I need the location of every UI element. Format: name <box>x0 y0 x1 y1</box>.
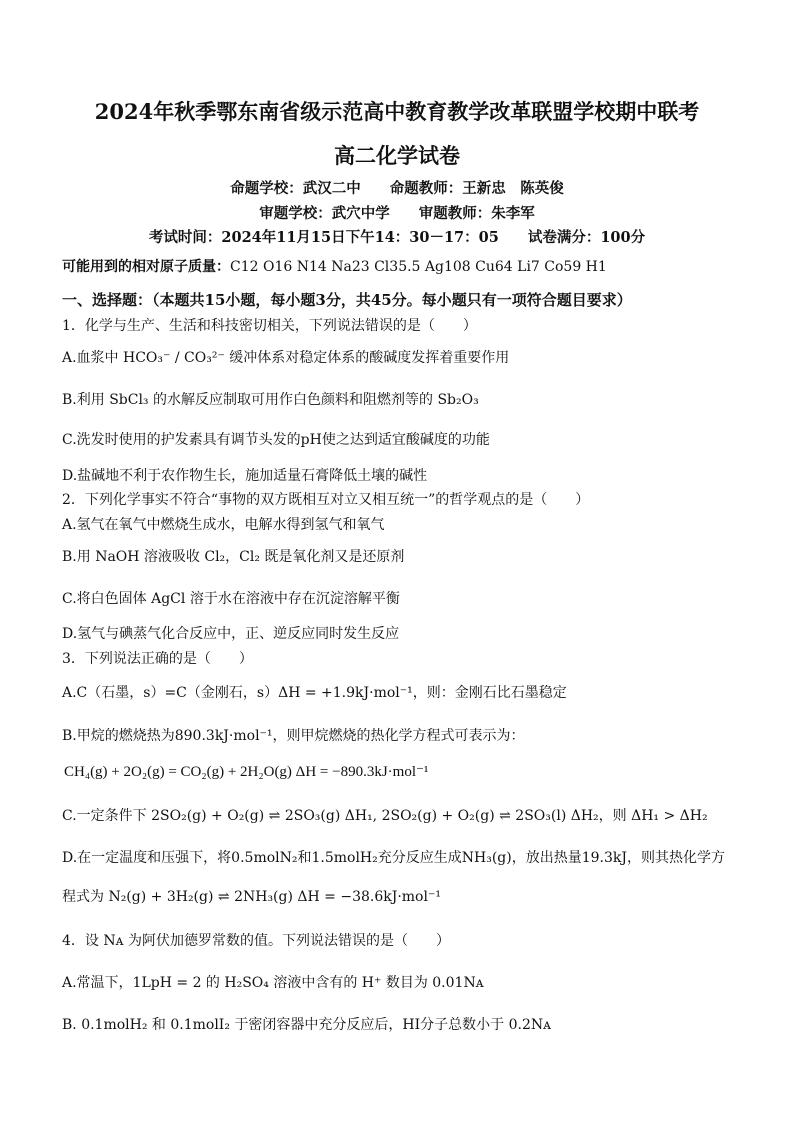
exam-subtitle: 高二化学试卷 <box>334 143 460 168</box>
question-3-stem: 3．下列说法正确的是（ ） <box>62 651 253 667</box>
author-line: 命题学校：武汉二中 命题教师：王新忠 陈英俊 <box>230 180 564 197</box>
question-1-option-c: C.洗发时使用的护发素具有调节头发的pH使之达到适宜酸碱度的功能 <box>62 432 490 448</box>
question-3-option-b-equation: CH₄(g) + 2O₂(g) = CO₂(g) + 2H₂O(g) ΔH = −890.3kJ·mol⁻¹ <box>64 764 429 780</box>
question-2-stem: 2．下列化学事实不符合“事物的双方既相互对立又相互统一”的哲学观点的是（ ） <box>62 492 590 508</box>
question-1-option-b: B.利用 SbCl₃ 的水解反应制取可用作白色颜料和阻燃剂等的 Sb₂O₃ <box>62 392 479 408</box>
question-2-option-a: A.氢气在氧气中燃烧生成水，电解水得到氢气和氧气 <box>62 517 385 533</box>
question-2-option-d: D.氢气与碘蒸气化合反应中，正、逆反应同时发生反应 <box>62 626 400 642</box>
question-4-option-b: B. 0.1molH₂ 和 0.1molI₂ 于密闭容器中充分反应后，HI分子总数小于 0.2Nᴀ <box>62 1017 552 1033</box>
question-4-option-a: A.常温下，1LpH = 2 的 H₂SO₄ 溶液中含有的 H⁺ 数目为 0.01Nᴀ <box>62 975 484 991</box>
question-3-option-b: B.甲烷的燃烧热为890.3kJ·mol⁻¹，则甲烷燃烧的热化学方程式可表示为： <box>62 728 525 744</box>
reviewer-line: 审题学校：武穴中学 审题教师：朱李军 <box>259 205 535 222</box>
question-1-stem: 1．化学与生产、生活和科技密切相关，下列说法错误的是（ ） <box>62 318 477 334</box>
question-1-option-a: A.血浆中 HCO₃⁻ / CO₃²⁻ 缓冲体系对稳定体系的酸碱度发挥着重要作用 <box>62 350 510 366</box>
question-2-option-b: B.用 NaOH 溶液吸收 Cl₂，Cl₂ 既是氧化剂又是还原剂 <box>62 549 405 565</box>
atomic-mass-row <box>62 258 607 276</box>
question-3-option-d-continued: 程式为 N₂(g) + 3H₂(g) ⇌ 2NH₃(g) ΔH = −38.6kJ·mol⁻¹ <box>62 889 441 905</box>
section-title: 一、选择题：（本题共15小题，每小题3分，共45分。每小题只有一项符合题目要求） <box>62 291 632 309</box>
exam-title: 2024年秋季鄂东南省级示范高中教育教学改革联盟学校期中联考 <box>94 99 700 124</box>
question-3-option-d: D.在一定温度和压强下，将0.5molN₂和1.5molH₂充分反应生成NH₃(g)，放出热量19.3kJ，则其热化学方 <box>62 850 725 866</box>
exam-time-line: 考试时间：2024年11月15日下午14：30－17：05 试卷满分：100分 <box>148 229 646 246</box>
question-4-stem: 4．设 Nᴀ 为阿伏加德罗常数的值。下列说法错误的是（ ） <box>62 933 450 949</box>
question-1-option-d: D.盐碱地不利于农作物生长，施加适量石膏降低土壤的碱性 <box>62 468 428 484</box>
question-2-option-c: C.将白色固体 AgCl 溶于水在溶液中存在沉淀溶解平衡 <box>62 591 400 607</box>
atomic-mass-label: 可能用到的相对原子质量： <box>62 259 230 275</box>
question-3-option-c: C.一定条件下 2SO₂(g) + O₂(g) ⇌ 2SO₃(g) ΔH₁, 2SO₂(g) + O₂(g) ⇌ 2SO₃(l) ΔH₂，则 ΔH₁ > ΔH₂ <box>62 808 708 824</box>
atomic-mass-values: C12 O16 N14 Na23 Cl35.5 Ag108 Cu64 Li7 Co59 H1 <box>230 259 607 275</box>
question-3-option-a: A.C（石墨，s）=C（金刚石，s）ΔH = +1.9kJ·mol⁻¹，则：金刚石比石墨稳定 <box>62 685 567 701</box>
